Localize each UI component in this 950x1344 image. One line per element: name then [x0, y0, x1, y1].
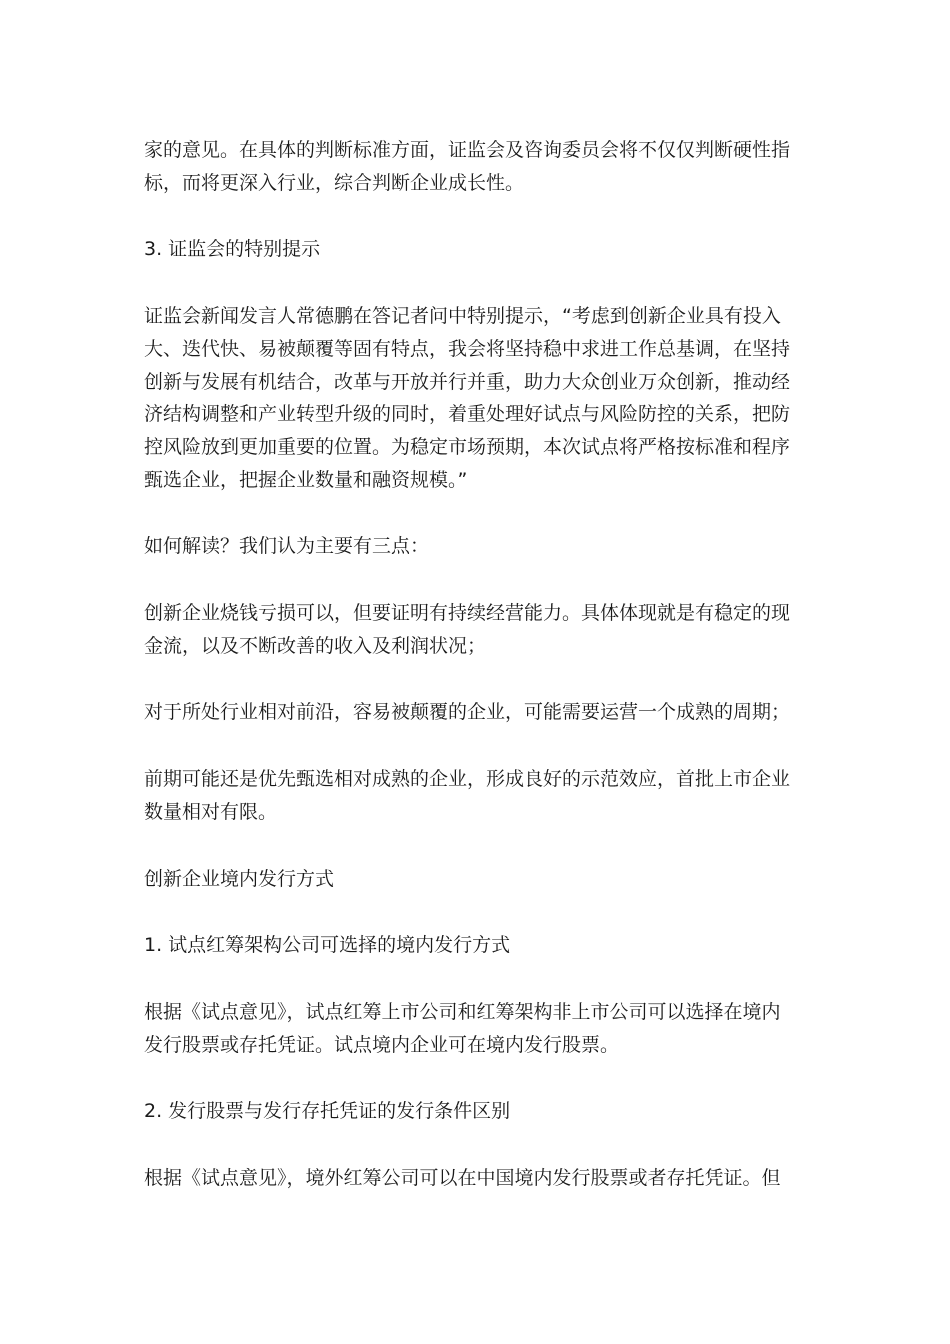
text-line: 标，而将更深入行业，综合判断企业成长性。 — [144, 171, 525, 194]
text-line: 控风险放到更加重要的位置。为稳定市场预期，本次试点将严格按标准和程序 — [144, 435, 791, 458]
section-heading-issuance — [144, 863, 808, 896]
text-line: 证监会新闻发言人常德鹏在答记者问中特别提示，“考虑到创新企业具有投入 — [144, 305, 781, 328]
text-line: 济结构调整和产业转型升级的同时，着重处理好试点与风险防控的关系，把防 — [144, 403, 791, 426]
document-body — [144, 134, 808, 1229]
text-line: 甄选企业，把握企业数量和融资规模。” — [144, 468, 468, 491]
text-line: 根据《试点意见》，境外红筹公司可以在中国境内发行股票或者存托凭证。但 — [144, 1167, 781, 1190]
text-line: 创新与发展有机结合，改革与开放并行并重，助力大众创业万众创新，推动经 — [144, 370, 791, 393]
text-line: 大、迭代快、易被颠覆等固有特点，我会将坚持稳中求进工作总基调，在坚持 — [144, 337, 791, 360]
section-heading-1 — [144, 929, 808, 962]
paragraph-p3 — [144, 530, 808, 563]
text-line: 家的意见。在具体的判断标准方面，证监会及咨询委员会将不仅仅判断硬性指 — [144, 139, 791, 161]
section-heading-3 — [144, 233, 808, 266]
text-line: 如何解读？我们认为主要有三点： — [144, 535, 430, 558]
paragraph-p6 — [144, 763, 808, 828]
section-heading-2 — [144, 1095, 808, 1128]
text-line: 发行股票或存托凭证。试点境内企业可在境内发行股票。 — [144, 1033, 620, 1056]
text-line: 3. 证监会的特别提示 — [144, 238, 321, 261]
paragraph-p5 — [144, 696, 808, 729]
text-line: 数量相对有限。 — [144, 800, 278, 823]
text-line: 创新企业境内发行方式 — [144, 867, 335, 890]
paragraph-p11 — [144, 1162, 808, 1195]
text-line: 对于所处行业相对前沿，容易被颠覆的企业，可能需要运营一个成熟的周期； — [144, 701, 791, 724]
paragraph-p0 — [144, 134, 808, 199]
paragraph-p2 — [144, 300, 808, 496]
text-line: 创新企业烧钱亏损可以，但要证明有持续经营能力。具体体现就是有稳定的现 — [144, 602, 791, 625]
text-line: 1. 试点红筹架构公司可选择的境内发行方式 — [144, 934, 511, 957]
text-line: 金流，以及不断改善的收入及利润状况； — [144, 634, 487, 657]
paragraph-p9 — [144, 996, 808, 1061]
paragraph-p4 — [144, 597, 808, 662]
text-line: 根据《试点意见》，试点红筹上市公司和红筹架构非上市公司可以选择在境内 — [144, 1000, 781, 1023]
text-line: 前期可能还是优先甄选相对成熟的企业，形成良好的示范效应，首批上市企业 — [144, 768, 791, 791]
text-line: 2. 发行股票与发行存托凭证的发行条件区别 — [144, 1100, 511, 1123]
